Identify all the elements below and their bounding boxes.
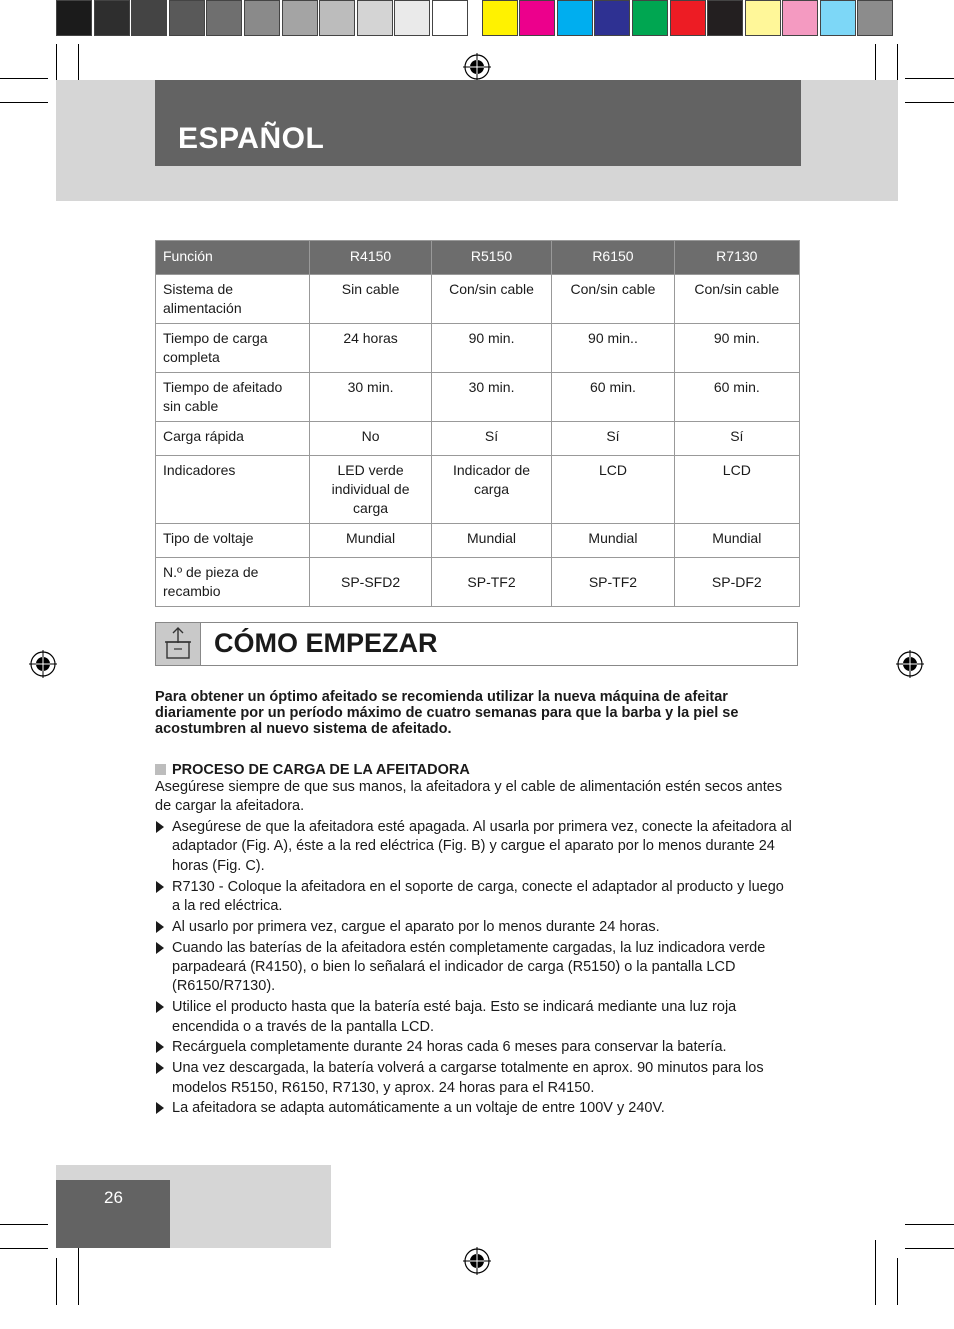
registration-mark-icon [463, 1247, 491, 1275]
table-cell: Mundial [310, 524, 431, 558]
color-swatch [857, 0, 893, 36]
arrow-bullet-icon [156, 821, 164, 833]
table-cell: SP-DF2 [674, 558, 799, 607]
color-swatch [670, 0, 706, 36]
color-swatch [632, 0, 668, 36]
intro-paragraph: Para obtener un óptimo afeitado se recomienda utilizar la nueva máquina de afeitar diariamente por un período máximo de cuatro semanas para que la barba y la piel se acostumbren al nuevo sistema de afeitado. [155, 689, 739, 737]
table-cell: Mundial [431, 524, 551, 558]
crop-mark [78, 1240, 79, 1305]
row-label: Indicadores [156, 456, 310, 524]
row-label: Sistema de alimentación [156, 275, 310, 324]
table-cell: Con/sin cable [674, 275, 799, 324]
page-number: 26 [104, 1188, 123, 1207]
row-label: Tipo de voltaje [156, 524, 310, 558]
color-swatch [557, 0, 593, 36]
color-swatch [519, 0, 555, 36]
section-icon-box [156, 623, 201, 665]
list-item: La afeitadora se adapta automáticamente a un voltaje de entre 100V y 240V. [155, 1099, 795, 1118]
table-row [156, 275, 800, 324]
color-swatch [707, 0, 743, 36]
table-cell: Con/sin cable [431, 275, 551, 324]
table-cell: LCD [674, 456, 799, 524]
instruction-list [155, 818, 795, 1120]
crop-mark [875, 1240, 876, 1305]
table-cell: Mundial [674, 524, 799, 558]
table-cell: 90 min. [431, 324, 551, 373]
row-label: Carga rápida [156, 422, 310, 456]
color-swatch [206, 0, 242, 36]
color-swatch [319, 0, 355, 36]
color-swatch [394, 0, 430, 36]
arrow-bullet-icon [156, 1062, 164, 1074]
list-item: Recárguela completamente durante 24 horas cada 6 meses para conservar la batería. [155, 1038, 795, 1057]
square-bullet-icon [155, 764, 166, 775]
color-swatch [594, 0, 630, 36]
registration-mark-icon [463, 53, 491, 81]
crop-mark [905, 1248, 954, 1249]
crop-mark [0, 102, 48, 103]
table-row [156, 558, 800, 607]
crop-mark [897, 1258, 898, 1305]
subsection-text: Asegúrese siempre de que sus manos, la afeitadora y el cable de alimentación estén secos antes de cargar la afeitadora. [155, 779, 783, 815]
color-swatch [357, 0, 393, 36]
arrow-bullet-icon [156, 921, 164, 933]
table-cell: 90 min. [674, 324, 799, 373]
subsection-heading [155, 762, 470, 778]
table-cell: 24 horas [310, 324, 431, 373]
page-title: ESPAÑOL [178, 122, 325, 155]
table-row [156, 324, 800, 373]
arrow-bullet-icon [156, 881, 164, 893]
list-item: Una vez descargada, la batería volverá a cargarse totalmente en aprox. 90 minutos para los modelos R5150, R6150, R7130, y aprox. 24 horas para el R4150. [155, 1059, 795, 1098]
table-cell: SP-TF2 [552, 558, 674, 607]
color-swatch [432, 0, 468, 36]
color-swatch [282, 0, 318, 36]
table-cell: 60 min. [674, 373, 799, 422]
list-item: Al usarlo por primera vez, cargue el aparato por lo menos durante 24 horas. [155, 918, 795, 937]
table-cell: SP-TF2 [431, 558, 551, 607]
table-cell: No [310, 422, 431, 456]
crop-mark [905, 1224, 954, 1225]
table-cell: 30 min. [310, 373, 431, 422]
spec-table [155, 240, 800, 607]
table-row [156, 422, 800, 456]
table-cell: 60 min. [552, 373, 674, 422]
color-swatch [820, 0, 856, 36]
column-header: Función [156, 241, 310, 275]
color-swatch [482, 0, 518, 36]
list-item: Utilice el producto hasta que la batería esté baja. Esto se indicará mediante una luz roja encendida o a través de la pantalla LCD. [155, 998, 795, 1037]
section-title: CÓMO EMPEZAR [214, 628, 438, 658]
table-cell: LED verde individual de carga [310, 456, 431, 524]
subsection-title: PROCESO DE CARGA DE LA AFEITADORA [172, 762, 470, 778]
table-cell: Mundial [552, 524, 674, 558]
table-cell: SP-SFD2 [310, 558, 431, 607]
color-swatch [131, 0, 167, 36]
table-cell: Sin cable [310, 275, 431, 324]
color-swatch [56, 0, 92, 36]
table-cell: Sí [674, 422, 799, 456]
color-swatch [244, 0, 280, 36]
list-item: Cuando las baterías de la afeitadora estén completamente cargadas, la luz indicadora verde parpadeará (R4150), o bien lo señalará el indicador de carga (R5150) o la pantalla LCD (R6150/R7130). [155, 939, 795, 997]
column-header: R5150 [431, 241, 551, 275]
table-row [156, 373, 800, 422]
table-cell: 90 min.. [552, 324, 674, 373]
list-item: Asegúrese de que la afeitadora esté apagada. Al usarla por primera vez, conecte la afeitadora al adaptador (Fig. A), éste a la red eléctrica (Fig. B) y cargue el aparato por lo menos durante 24 horas (Fig. C). [155, 818, 795, 876]
row-label: Tiempo de carga completa [156, 324, 310, 373]
table-cell: Indicador de carga [431, 456, 551, 524]
column-header: R4150 [310, 241, 431, 275]
table-cell: LCD [552, 456, 674, 524]
table-header-row [156, 241, 800, 275]
registration-mark-icon [896, 650, 924, 678]
column-header: R7130 [674, 241, 799, 275]
crop-mark [0, 1248, 48, 1249]
table-cell: 30 min. [431, 373, 551, 422]
color-swatch [782, 0, 818, 36]
color-swatch [169, 0, 205, 36]
crop-mark [905, 102, 954, 103]
color-swatch [745, 0, 781, 36]
color-swatch [94, 0, 130, 36]
section-heading [155, 622, 798, 666]
row-label: N.º de pieza de recambio [156, 558, 310, 607]
table-cell: Sí [431, 422, 551, 456]
row-label: Tiempo de afeitado sin cable [156, 373, 310, 422]
arrow-bullet-icon [156, 1041, 164, 1053]
arrow-bullet-icon [156, 942, 164, 954]
crop-mark [0, 1224, 48, 1225]
crop-mark [0, 78, 48, 79]
table-row [156, 524, 800, 558]
color-calibration-bar [56, 0, 895, 38]
swatch-gap [470, 0, 482, 38]
table-row [156, 456, 800, 524]
table-cell: Sí [552, 422, 674, 456]
table-cell: Con/sin cable [552, 275, 674, 324]
column-header: R6150 [552, 241, 674, 275]
arrow-bullet-icon [156, 1102, 164, 1114]
plug-box-icon [156, 623, 200, 665]
registration-mark-icon [29, 650, 57, 678]
crop-mark [56, 1258, 57, 1305]
arrow-bullet-icon [156, 1001, 164, 1013]
crop-mark [905, 78, 954, 79]
list-item: R7130 - Coloque la afeitadora en el soporte de carga, conecte el adaptador al producto y luego a la red eléctrica. [155, 878, 795, 917]
